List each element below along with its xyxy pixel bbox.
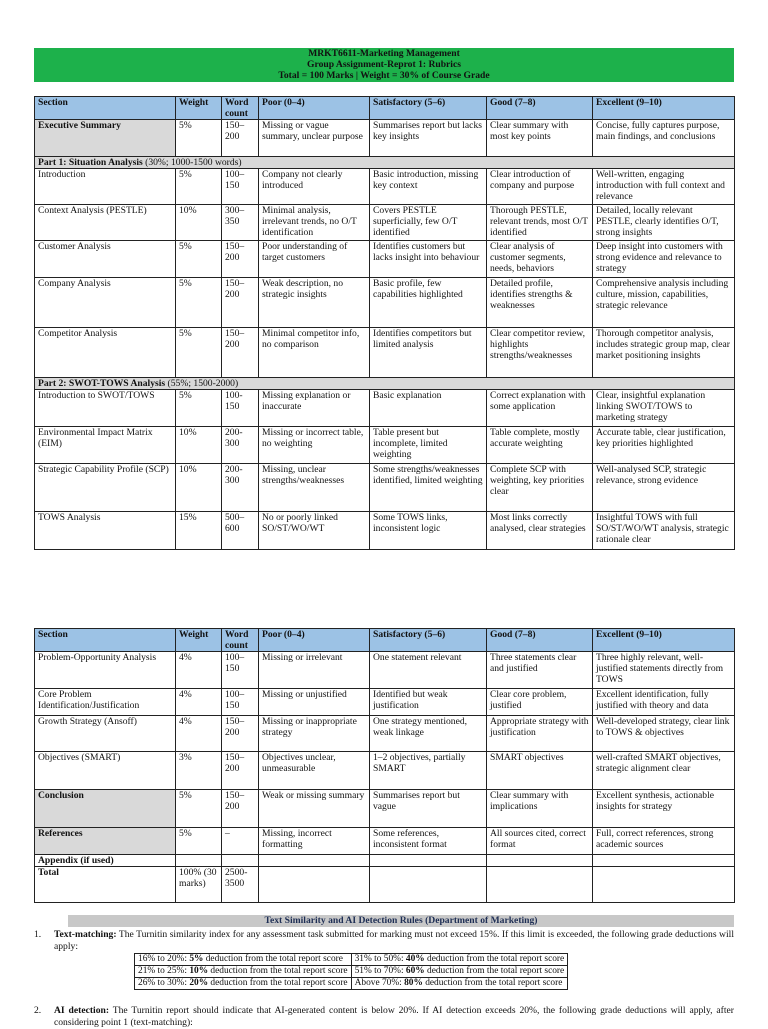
col-header: Excellent (9–10) [593, 629, 735, 652]
weight-cell: 5% [176, 278, 222, 328]
deduction-text: deduction from the total report score [203, 954, 343, 964]
satisfactory-cell: Summarises report but vague [370, 790, 487, 828]
table-row [35, 652, 735, 689]
col-header: Word count [222, 629, 259, 652]
range-text: 31% to 50%: [354, 954, 406, 964]
section-cell: Context Analysis (PESTLE) [35, 205, 176, 241]
words-cell: 100–150 [222, 169, 259, 205]
excellent-cell: Excellent synthesis, actionable insights for strategy [593, 790, 735, 828]
empty-cell [487, 867, 593, 903]
table-row [35, 790, 735, 828]
good-cell: All sources cited, correct format [487, 828, 593, 855]
rule-text-matching [34, 929, 734, 953]
part-row [35, 378, 735, 390]
deduction-cell [351, 966, 568, 978]
weight-cell: 4% [176, 716, 222, 752]
rule-number: 1. [34, 929, 42, 940]
table-row [35, 241, 735, 278]
section-cell: TOWS Analysis [35, 512, 176, 550]
satisfactory-cell: Identified but weak justification [370, 689, 487, 716]
good-cell: SMART objectives [487, 752, 593, 790]
poor-cell: Missing or incorrect table, no weighting [259, 427, 370, 464]
satisfactory-cell: Identifies competitors but limited analysis [370, 328, 487, 378]
deduction-cell [351, 954, 568, 966]
empty-cell [370, 855, 487, 867]
satisfactory-cell: Table present but incomplete, limited weighting [370, 427, 487, 464]
poor-cell: Poor understanding of target customers [259, 241, 370, 278]
poor-cell: Company not clearly introduced [259, 169, 370, 205]
satisfactory-cell: Some TOWS links, inconsistent logic [370, 512, 487, 550]
col-header: Good (7–8) [487, 97, 593, 120]
marks-weight: Total = 100 Marks | Weight = 30% of Course Grade [278, 70, 490, 81]
part-title: Part 1: Situation Analysis [38, 157, 143, 168]
col-header: Weight [176, 629, 222, 652]
pct-text: 40% [405, 954, 425, 964]
table-header-row [35, 629, 735, 652]
weight-cell: 4% [176, 652, 222, 689]
weight-cell: 10% [176, 464, 222, 512]
good-cell: Clear core problem, justified [487, 689, 593, 716]
section-cell: Conclusion [35, 790, 176, 828]
deduction-cell [135, 978, 352, 990]
weight-cell: 4% [176, 689, 222, 716]
excellent-cell: Thorough competitor analysis, includes strategic group map, clear market positioning insights [593, 328, 735, 378]
excellent-cell: Full, correct references, strong academic sources [593, 828, 735, 855]
empty-cell [370, 867, 487, 903]
satisfactory-cell: Basic introduction, missing key context [370, 169, 487, 205]
good-cell: Clear summary with implications [487, 790, 593, 828]
satisfactory-cell: One statement relevant [370, 652, 487, 689]
excellent-cell: Detailed, locally relevant PESTLE, clearly identifies O/T, strong insights [593, 205, 735, 241]
empty-cell [222, 855, 259, 867]
empty-cell [259, 867, 370, 903]
document-header [34, 48, 734, 82]
words-cell: 200-300 [222, 427, 259, 464]
table-row [35, 169, 735, 205]
excellent-cell: Accurate table, clear justification, key priorities highlighted [593, 427, 735, 464]
good-cell: Thorough PESTLE, relevant trends, most O/T identified [487, 205, 593, 241]
poor-cell: Missing, unclear strengths/weaknesses [259, 464, 370, 512]
words-cell: 100-150 [222, 390, 259, 427]
words-cell: 100–150 [222, 652, 259, 689]
weight-cell: 5% [176, 328, 222, 378]
good-cell: Three statements clear and justified [487, 652, 593, 689]
good-cell: Appropriate strategy with justification [487, 716, 593, 752]
pct-text: 5% [189, 954, 204, 964]
weight-cell: 5% [176, 828, 222, 855]
table-row [35, 427, 735, 464]
excellent-cell: Well-analysed SCP, strategic relevance, strong evidence [593, 464, 735, 512]
poor-cell: No or poorly linked SO/ST/WO/WT [259, 512, 370, 550]
words-cell: 150–200 [222, 278, 259, 328]
rule-number: 2. [34, 1005, 42, 1016]
deduction-row [135, 978, 568, 990]
range-text: 16% to 20%: [138, 954, 190, 964]
table-header-row [35, 97, 735, 120]
excellent-cell: Well-developed strategy, clear link to TOWS & objectives [593, 716, 735, 752]
words-cell: 150–200 [222, 241, 259, 278]
empty-cell [593, 867, 735, 903]
deduction-text: deduction from the total report score [208, 966, 348, 976]
satisfactory-cell: Summarises report but lacks key insights [370, 120, 487, 157]
weight-cell: 5% [176, 120, 222, 157]
weight-cell: 5% [176, 390, 222, 427]
poor-cell: Weak description, no strategic insights [259, 278, 370, 328]
deduction-cell [135, 954, 352, 966]
section-cell: Core Problem Identification/Justification [35, 689, 176, 716]
range-text: Above 70%: [354, 978, 405, 988]
excellent-cell: Clear, insightful explanation linking SWOT/TOWS to marketing strategy [593, 390, 735, 427]
poor-cell: Missing or unjustified [259, 689, 370, 716]
excellent-cell: Insightful TOWS with full SO/ST/WO/WT analysis, strategic rationale clear [593, 512, 735, 550]
words-cell: 500–600 [222, 512, 259, 550]
words-cell: 150–200 [222, 790, 259, 828]
col-header: Section [35, 97, 176, 120]
poor-cell: Minimal competitor info, no comparison [259, 328, 370, 378]
table-row [35, 855, 735, 867]
excellent-cell: Excellent identification, fully justified with theory and data [593, 689, 735, 716]
deduction-row [135, 954, 568, 966]
col-header: Word count [222, 97, 259, 120]
section-cell: Strategic Capability Profile (SCP) [35, 464, 176, 512]
deduction-cell [351, 978, 568, 990]
section-cell: References [35, 828, 176, 855]
table-row [35, 512, 735, 550]
poor-cell: Missing explanation or inaccurate [259, 390, 370, 427]
excellent-cell: Three highly relevant, well-justified statements directly from TOWS [593, 652, 735, 689]
part-heading [35, 378, 735, 390]
col-header: Excellent (9–10) [593, 97, 735, 120]
part-heading [35, 157, 735, 169]
appendix-cell: Appendix (if used) [35, 855, 176, 867]
col-header: Good (7–8) [487, 629, 593, 652]
deduction-text: deduction from the total report score [422, 978, 563, 988]
table-row [35, 120, 735, 157]
excellent-cell: Concise, fully captures purpose, main findings, and conclusions [593, 120, 735, 157]
table-row [35, 390, 735, 427]
excellent-cell: well-crafted SMART objectives, strategic alignment clear [593, 752, 735, 790]
satisfactory-cell: One strategy mentioned, weak linkage [370, 716, 487, 752]
words-cell: 150–200 [222, 752, 259, 790]
table-row [35, 752, 735, 790]
weight-cell: 5% [176, 241, 222, 278]
satisfactory-cell: Some references, inconsistent format [370, 828, 487, 855]
section-cell: Company Analysis [35, 278, 176, 328]
empty-cell [176, 855, 222, 867]
rule-text: The Turnitin similarity index for any assessment task submitted for marking must not exceed 15%. If this limit is exceeded, the following grade deductions will apply: [54, 929, 734, 952]
table-row [35, 464, 735, 512]
poor-cell: Missing or vague summary, unclear purpose [259, 120, 370, 157]
words-cell: 200-300 [222, 464, 259, 512]
section-cell: Problem-Opportunity Analysis [35, 652, 176, 689]
table-row [35, 867, 735, 903]
words-cell: 100–150 [222, 689, 259, 716]
table-row [35, 689, 735, 716]
good-cell: Clear competitor review, highlights strengths/weaknesses [487, 328, 593, 378]
table-row [35, 828, 735, 855]
col-header: Satisfactory (5–6) [370, 97, 487, 120]
empty-cell [593, 855, 735, 867]
deduction-cell [135, 966, 352, 978]
course-title: MRKT6611-Marketing Management [308, 48, 460, 59]
poor-cell: Objectives unclear, unmeasurable [259, 752, 370, 790]
weight-cell: 5% [176, 169, 222, 205]
poor-cell: Minimal analysis, irrelevant trends, no O/T identification [259, 205, 370, 241]
excellent-cell: Comprehensive analysis including culture, mission, capabilities, strategic relevance [593, 278, 735, 328]
section-cell: Competitor Analysis [35, 328, 176, 378]
rules-heading: Text Similarity and AI Detection Rules (Department of Marketing) [68, 915, 734, 927]
pct-text: 10% [189, 966, 209, 976]
section-cell: Customer Analysis [35, 241, 176, 278]
col-header: Section [35, 629, 176, 652]
good-cell: Correct explanation with some application [487, 390, 593, 427]
assignment-title: Group Assignment-Reprot 1: Rubrics [307, 59, 461, 70]
poor-cell: Missing or inappropriate strategy [259, 716, 370, 752]
section-cell: Growth Strategy (Ansoff) [35, 716, 176, 752]
good-cell: Detailed profile, identifies strengths & weaknesses [487, 278, 593, 328]
part-note: (30%; 1000-1500 words) [142, 157, 242, 168]
total-weight-cell: 100% (30 marks) [176, 867, 222, 903]
range-text: 21% to 25%: [138, 966, 190, 976]
words-cell: 150–200 [222, 120, 259, 157]
deduction-text: deduction from the total report score [424, 954, 565, 964]
words-cell: 150–200 [222, 328, 259, 378]
good-cell: Most links correctly analysed, clear strategies [487, 512, 593, 550]
range-text: 26% to 30%: [138, 978, 190, 988]
pct-text: 60% [405, 966, 425, 976]
satisfactory-cell: Identifies customers but lacks insight into behaviour [370, 241, 487, 278]
rule-body [54, 929, 734, 953]
total-label-cell: Total [35, 867, 176, 903]
poor-cell: Missing or irrelevant [259, 652, 370, 689]
satisfactory-cell: Covers PESTLE superficially, few O/T identified [370, 205, 487, 241]
col-header: Weight [176, 97, 222, 120]
rubric-table-2 [34, 628, 735, 903]
col-header: Poor (0–4) [259, 97, 370, 120]
table-row [35, 205, 735, 241]
part-title: Part 2: SWOT-TOWS Analysis [38, 378, 166, 389]
weight-cell: 10% [176, 427, 222, 464]
excellent-cell: Well-written, engaging introduction with full context and relevance [593, 169, 735, 205]
empty-cell [259, 855, 370, 867]
range-text: 51% to 70%: [354, 966, 406, 976]
rule-heading: Text-matching: [54, 929, 117, 940]
satisfactory-cell: Basic profile, few capabilities highlighted [370, 278, 487, 328]
good-cell: Table complete, mostly accurate weighting [487, 427, 593, 464]
rule-ai-detection [34, 1005, 734, 1029]
section-cell: Introduction to SWOT/TOWS [35, 390, 176, 427]
empty-cell [487, 855, 593, 867]
part-row [35, 157, 735, 169]
table-row [35, 716, 735, 752]
good-cell: Clear summary with most key points [487, 120, 593, 157]
col-header: Poor (0–4) [259, 629, 370, 652]
pct-text: 20% [189, 978, 209, 988]
rubric-table-1 [34, 96, 735, 550]
rule-heading: AI detection: [54, 1005, 110, 1016]
section-cell: Objectives (SMART) [35, 752, 176, 790]
words-cell: 150–200 [222, 716, 259, 752]
words-cell: – [222, 828, 259, 855]
deduction-text: deduction from the total report score [424, 966, 565, 976]
weight-cell: 15% [176, 512, 222, 550]
total-words-cell: 2500-3500 [222, 867, 259, 903]
deduction-row [135, 966, 568, 978]
rule-text: The Turnitin report should indicate that AI-generated content is below 20%. If AI detection exceeds 20%, the following grade deductions will apply, after considering point 1 (text-matching): [54, 1005, 734, 1028]
part-note: (55%; 1500-2000) [165, 378, 239, 389]
deduction-table [134, 953, 568, 990]
rule-body [54, 1005, 734, 1029]
satisfactory-cell: Some strengths/weaknesses identified, limited weighting [370, 464, 487, 512]
excellent-cell: Deep insight into customers with strong evidence and relevance to strategy [593, 241, 735, 278]
good-cell: Clear introduction of company and purpose [487, 169, 593, 205]
pct-text: 80% [404, 978, 423, 988]
satisfactory-cell: Basic explanation [370, 390, 487, 427]
poor-cell: Weak or missing summary [259, 790, 370, 828]
section-cell: Introduction [35, 169, 176, 205]
weight-cell: 3% [176, 752, 222, 790]
table-row [35, 278, 735, 328]
section-cell: Environmental Impact Matrix (EIM) [35, 427, 176, 464]
weight-cell: 10% [176, 205, 222, 241]
good-cell: Complete SCP with weighting, key priorities clear [487, 464, 593, 512]
section-cell: Executive Summary [35, 120, 176, 157]
satisfactory-cell: 1–2 objectives, partially SMART [370, 752, 487, 790]
good-cell: Clear analysis of customer segments, needs, behaviors [487, 241, 593, 278]
col-header: Satisfactory (5–6) [370, 629, 487, 652]
weight-cell: 5% [176, 790, 222, 828]
words-cell: 300–350 [222, 205, 259, 241]
deduction-text: deduction from the total report score [208, 978, 348, 988]
poor-cell: Missing, incorrect formatting [259, 828, 370, 855]
table-row [35, 328, 735, 378]
